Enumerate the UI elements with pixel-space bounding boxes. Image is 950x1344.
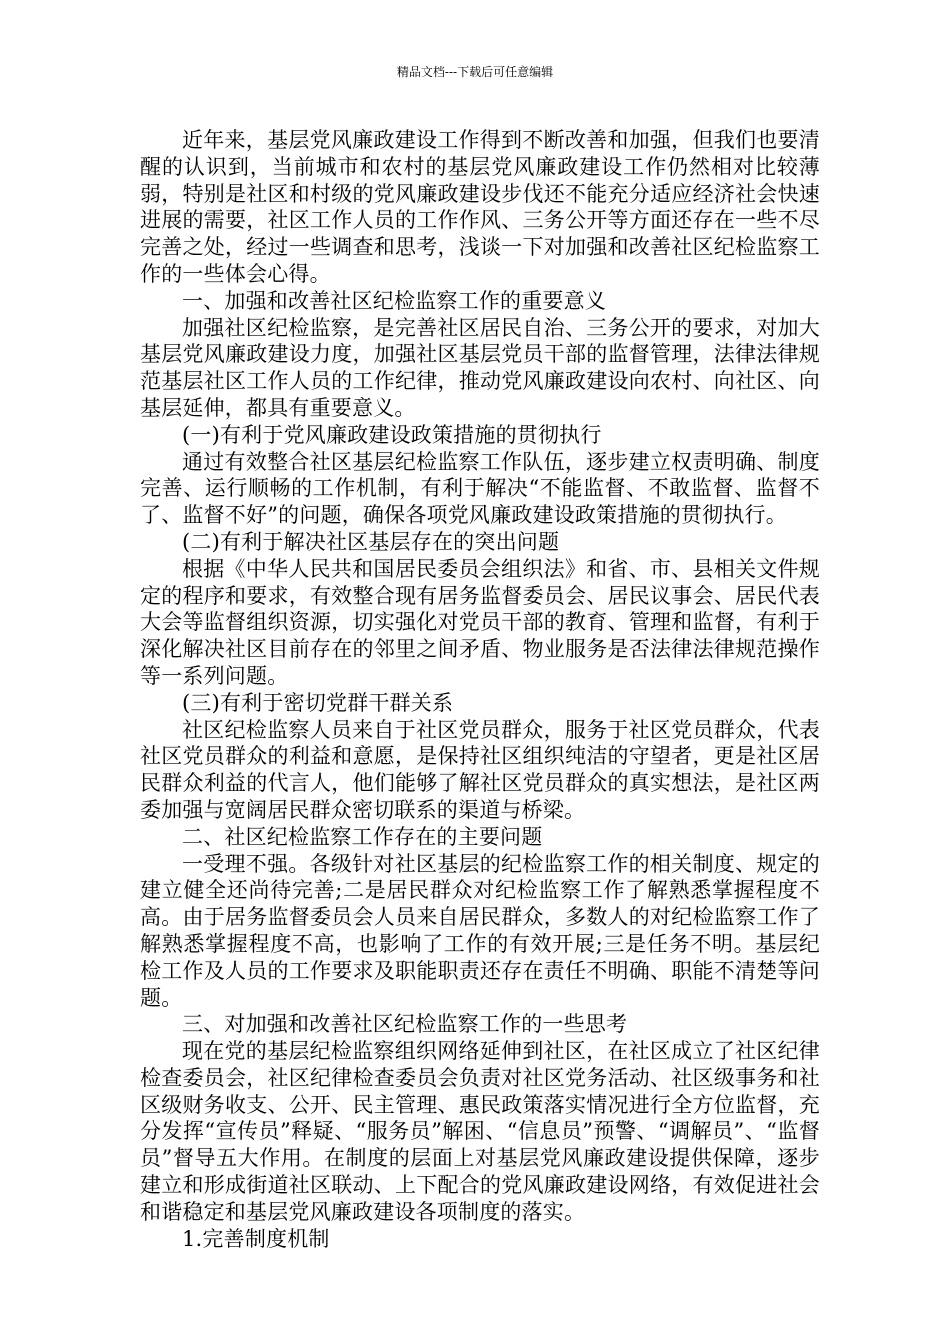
paragraph: 加强社区纪检监察，是完善社区居民自治、三务公开的要求，对加大基层党风廉政建设力度，加强社区基层党员干部的监督管理，法律法律规范基层社区工作人员的工作纪律，推动党风廉政建设向农村、向社区、向基层延伸，都具有重要意义。 <box>140 315 820 420</box>
subsection-heading-3: (三)有利于密切党群干群关系 <box>182 690 454 715</box>
paragraph-intro: 近年来，基层党风廉政建设工作得到不断改善和加强，但我们也要清醒的认识到，当前城市和农村的基层党风廉政建设工作仍然相对比较薄弱，特别是社区和村级的党风廉政建设步伐还不能充分适应经济社会快速进展的需要，社区工作人员的工作作风、三务公开等方面还存在一些不尽完善之处，经过一些调查和思考，浅谈一下对加强和改善社区纪检监察工作的一些体会心得。 <box>140 128 820 286</box>
paragraph: 根据《中华人民共和国居民委员会组织法》和省、市、县相关文件规定的程序和要求，有效整合现有居务监督委员会、居民议事会、居民代表大会等监督组织资源，切实强化对党员干部的教育、管理和监督，有利于深化解决社区目前存在的邻里之间矛盾、物业服务是否法律法律规范操作等一系列问题。 <box>140 556 820 688</box>
section-heading-2: 二、社区纪检监察工作存在的主要问题 <box>182 824 543 849</box>
paragraph: 社区纪检监察人员来自于社区党员群众，服务于社区党员群众，代表社区党员群众的利益和意愿，是保持社区组织纯洁的守望者，更是社区居民群众利益的代言人，他们能够了解社区党员群众的真实想法，是社区两委加强与宽阔居民群众密切联系的渠道与桥梁。 <box>140 717 820 822</box>
section-heading-3: 三、对加强和改善社区纪检监察工作的一些思考 <box>182 1012 628 1037</box>
subsection-heading-1: (一)有利于党风廉政建设政策措施的贯彻执行 <box>182 422 602 447</box>
document-body <box>140 127 820 1252</box>
page-header: 精品文档---下载后可任意编辑 <box>396 65 554 79</box>
paragraph: 通过有效整合社区基层纪检监察工作队伍，逐步建立权责明确、制度完善、运行顺畅的工作机制，有利于解决“不能监督、不敢监督、监督不了、监督不好”的问题，确保各项党风廉政建设政策措施的贯彻执行。 <box>140 449 820 528</box>
subsection-heading-2: (二)有利于解决社区基层存在的突出问题 <box>182 529 560 554</box>
paragraph: 现在党的基层纪检监察组织网络延伸到社区，在社区成立了社区纪律检查委员会，社区纪律检查委员会负责对社区党务活动、社区级事务和社区级财务收支、公开、民主管理、惠民政策落实情况进行全方位监督，充分发挥“宣传员”释疑、“服务员”解困、“信息员”预警、“调解员”、“监督员”督导五大作用。在制度的层面上对基层党风廉政建设提供保障，逐步建立和形成街道社区联动、上下配合的党风廉政建设网络，有效促进社会和谐稳定和基层党风廉政建设各项制度的落实。 <box>140 1039 820 1224</box>
section-heading-1: 一、加强和改善社区纪检监察工作的重要意义 <box>182 288 606 313</box>
numbered-heading-1: 1.完善制度机制 <box>182 1226 330 1251</box>
paragraph: 一受理不强。各级针对社区基层的纪检监察工作的相关制度、规定的建立健全还尚待完善;二是居民群众对纪检监察工作了解熟悉掌握程度不高。由于居务监督委员会人员来自居民群众，多数人的对纪检监察工作了解熟悉掌握程度不高，也影响了工作的有效开展;三是任务不明。基层纪检工作及人员的工作要求及职能职责还存在责任不明确、职能不清楚等问题。 <box>140 851 820 1010</box>
